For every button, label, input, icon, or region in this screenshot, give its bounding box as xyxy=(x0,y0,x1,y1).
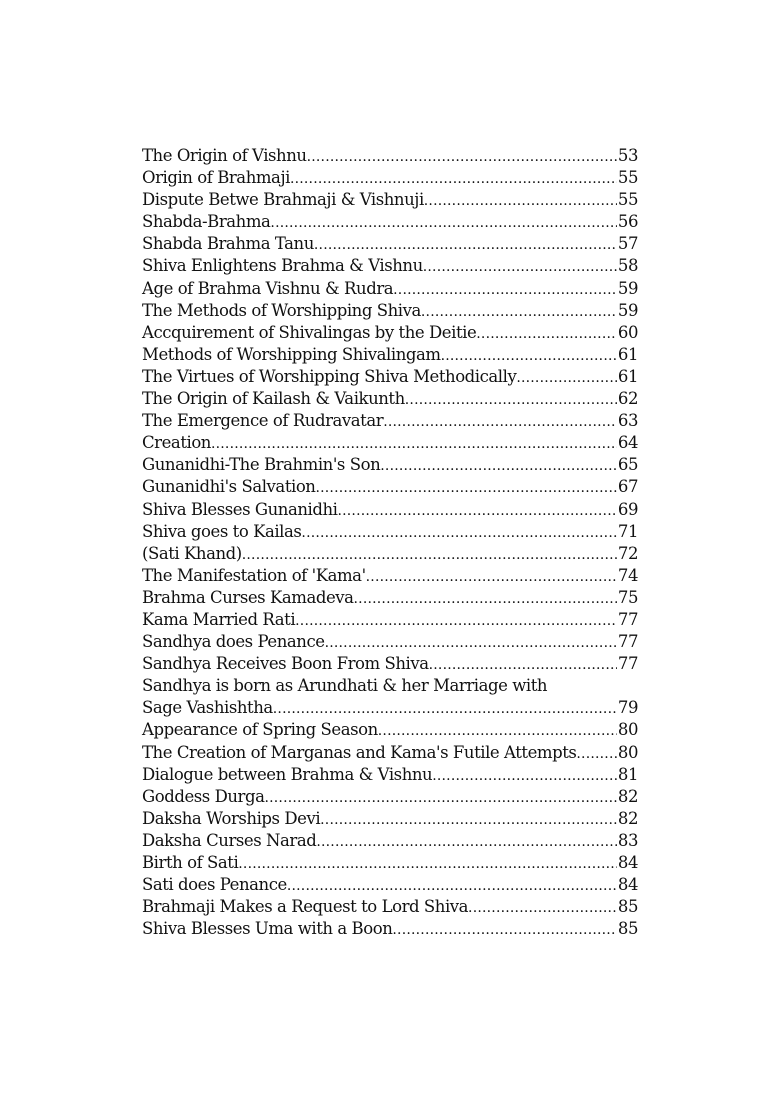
toc-entry xyxy=(142,366,638,388)
toc-entry-page: 62 xyxy=(617,389,638,409)
toc-entry-title: Brahma Curses Kamadeva xyxy=(142,587,354,607)
toc-entry-page: 80 xyxy=(617,720,638,740)
toc-entry xyxy=(142,764,638,786)
toc-entry-page: 61 xyxy=(617,366,638,386)
dot-leader xyxy=(290,168,617,190)
toc-entry-page: 77 xyxy=(617,632,638,652)
toc-entry-page: 61 xyxy=(617,344,638,364)
toc-entry-title: Dialogue between Brahma & Vishnu xyxy=(142,764,433,784)
toc-entry-page: 56 xyxy=(617,212,638,232)
toc-entry xyxy=(142,719,638,741)
dot-leader xyxy=(516,367,617,389)
toc-entry xyxy=(142,211,638,233)
dot-leader xyxy=(295,610,617,632)
toc-entry-page: 64 xyxy=(617,433,638,453)
dot-leader xyxy=(211,433,617,455)
toc-entry-page: 81 xyxy=(617,764,638,784)
toc-entry-page: 69 xyxy=(617,499,638,519)
toc-entry-page: 53 xyxy=(617,146,638,165)
dot-leader xyxy=(264,787,616,809)
dot-leader xyxy=(441,345,617,367)
toc-entry xyxy=(142,830,638,852)
toc-entry xyxy=(142,278,638,300)
dot-leader xyxy=(405,389,617,411)
toc-entry-first-line xyxy=(142,675,638,697)
toc-entry-page: 85 xyxy=(617,897,638,917)
dot-leader xyxy=(468,897,617,919)
toc-entry xyxy=(142,808,638,830)
dot-leader xyxy=(424,190,617,212)
toc-entry-title: Brahmaji Makes a Request to Lord Shiva xyxy=(142,897,469,917)
toc-entry-title: The Emergence of Rudravatar xyxy=(142,411,384,431)
toc-entry-title: Accquirement of Shivalingas by the Deitie xyxy=(142,322,477,342)
toc-entry-page: 72 xyxy=(617,543,638,563)
toc-entry xyxy=(142,255,638,277)
toc-entry xyxy=(142,322,638,344)
dot-leader xyxy=(429,654,617,676)
toc-entry xyxy=(142,874,638,896)
dot-leader xyxy=(314,234,617,256)
toc-entry-title: The Origin of Vishnu xyxy=(142,146,307,165)
toc-entry-title: Dispute Betwe Brahmaji & Vishnuji xyxy=(142,190,424,210)
toc-entry-page: 60 xyxy=(617,322,638,342)
dot-leader xyxy=(273,698,617,720)
toc-entry-page: 74 xyxy=(617,565,638,585)
dot-leader xyxy=(301,522,616,544)
toc-entry-title: Creation xyxy=(142,433,211,453)
dot-leader xyxy=(320,809,617,831)
toc-entry-title: Shabda-Brahma xyxy=(142,212,271,232)
toc-entry-page: 63 xyxy=(617,411,638,431)
toc-entry-page: 57 xyxy=(617,234,638,254)
toc-entry xyxy=(142,609,638,631)
toc-entry-page: 80 xyxy=(617,742,638,762)
dot-leader xyxy=(270,212,616,234)
toc-entry xyxy=(142,454,638,476)
toc-entry-title: Shiva Enlightens Brahma & Vishnu xyxy=(142,256,423,276)
toc-entry-title: Gunanidhi's Salvation xyxy=(142,477,316,497)
toc-entry xyxy=(142,499,638,521)
toc-entry-title: Gunanidhi-The Brahmin's Son xyxy=(142,455,381,475)
toc-entry-title: Sandhya is born as Arundhati & her Marriage with xyxy=(142,676,548,696)
dot-leader xyxy=(287,875,617,897)
toc-entry-page: 83 xyxy=(617,830,638,850)
toc-entry-page: 84 xyxy=(617,875,638,895)
toc-entry-title: Goddess Durga xyxy=(142,786,265,806)
dot-leader xyxy=(315,477,616,499)
toc-entry-page: 77 xyxy=(617,609,638,629)
toc-entry-title: Shiva Blesses Gunanidhi xyxy=(142,499,338,519)
toc-entry xyxy=(142,918,638,940)
dot-leader xyxy=(378,720,617,742)
dot-leader xyxy=(354,588,617,610)
toc-entry-title: The Manifestation of 'Kama' xyxy=(142,565,366,585)
toc-entry-page: 59 xyxy=(617,278,638,298)
dot-leader xyxy=(242,544,617,566)
dot-leader xyxy=(432,765,617,787)
toc-entry xyxy=(142,344,638,366)
toc-entry-page: 55 xyxy=(617,168,638,188)
toc-entry-title: Sandhya Receives Boon From Shiva xyxy=(142,654,429,674)
toc-entry-title: The Origin of Kailash & Vaikunth xyxy=(142,389,405,409)
toc-entry xyxy=(142,233,638,255)
toc-entry xyxy=(142,653,638,675)
toc-entry-title: Shiva goes to Kailas xyxy=(142,521,302,541)
toc-entry xyxy=(142,189,638,211)
dot-leader xyxy=(421,301,617,323)
dot-leader xyxy=(238,853,617,875)
toc-entry-title-continued: Sage Vashishtha xyxy=(142,698,273,718)
toc-entry-title: Origin of Brahmaji xyxy=(142,168,290,188)
toc-entry-title: Methods of Worshipping Shivalingam xyxy=(142,344,441,364)
toc-entry xyxy=(142,565,638,587)
toc-entry xyxy=(142,521,638,543)
dot-leader xyxy=(325,632,617,654)
toc-entry xyxy=(142,432,638,454)
toc-entry-page: 77 xyxy=(617,654,638,674)
toc-entry xyxy=(142,543,638,565)
toc-entry-title: Sati does Penance xyxy=(142,875,287,895)
toc-entry xyxy=(142,388,638,410)
toc-entry-title: Kama Married Rati xyxy=(142,609,296,629)
toc-entry xyxy=(142,786,638,808)
toc-entry-title: Sandhya does Penance xyxy=(142,632,325,652)
toc-entry-page: 79 xyxy=(617,698,638,718)
toc-entry-page: 75 xyxy=(617,587,638,607)
toc-entry xyxy=(142,896,638,918)
toc-entry-title: Shabda Brahma Tanu xyxy=(142,234,314,254)
dot-leader xyxy=(316,831,617,853)
dot-leader xyxy=(393,279,617,301)
toc-entry-page: 59 xyxy=(617,300,638,320)
toc-entry xyxy=(142,631,638,653)
toc-entry xyxy=(142,476,638,498)
toc-entry-page: 82 xyxy=(617,786,638,806)
toc-entry-page: 65 xyxy=(617,455,638,475)
dot-leader xyxy=(392,919,617,941)
dot-leader xyxy=(476,323,617,345)
toc-entry-page: 71 xyxy=(617,521,638,541)
toc-entry-title: The Virtues of Worshipping Shiva Methodically xyxy=(142,366,517,386)
dot-leader xyxy=(307,146,617,168)
toc-entry-title: Appearance of Spring Season xyxy=(142,720,378,740)
toc-entry-title: Daksha Worships Devi xyxy=(142,808,321,828)
toc-entry-page: 84 xyxy=(617,853,638,872)
toc-entry-page: 58 xyxy=(617,256,638,276)
toc-entry-page: 67 xyxy=(617,477,638,497)
toc-entry xyxy=(142,167,638,189)
toc-entry-title: Birth of Sati xyxy=(142,853,239,872)
toc-entry xyxy=(142,742,638,764)
toc-entry-title: The Methods of Worshipping Shiva xyxy=(142,300,421,320)
dot-leader xyxy=(383,411,617,433)
toc-entry xyxy=(142,145,638,167)
toc-entry-page: 85 xyxy=(617,919,638,939)
table-of-contents xyxy=(142,145,638,940)
toc-entry xyxy=(142,300,638,322)
toc-entry-title: Shiva Blesses Uma with a Boon xyxy=(142,919,393,939)
dot-leader xyxy=(380,455,617,477)
toc-entry xyxy=(142,697,638,719)
toc-entry xyxy=(142,410,638,432)
toc-entry-title: (Sati Khand) xyxy=(142,543,242,563)
dot-leader xyxy=(337,500,616,522)
dot-leader xyxy=(366,566,617,588)
toc-entry xyxy=(142,587,638,609)
dot-leader xyxy=(576,743,616,765)
toc-entry-page: 55 xyxy=(617,190,638,210)
toc-entry-title: Daksha Curses Narad xyxy=(142,830,317,850)
toc-entry-page: 82 xyxy=(617,808,638,828)
toc-entry-title: The Creation of Marganas and Kama's Futile Attempts xyxy=(142,742,577,762)
dot-leader xyxy=(423,256,617,278)
toc-entry xyxy=(142,852,638,874)
toc-entry-title: Age of Brahma Vishnu & Rudra xyxy=(142,278,394,298)
